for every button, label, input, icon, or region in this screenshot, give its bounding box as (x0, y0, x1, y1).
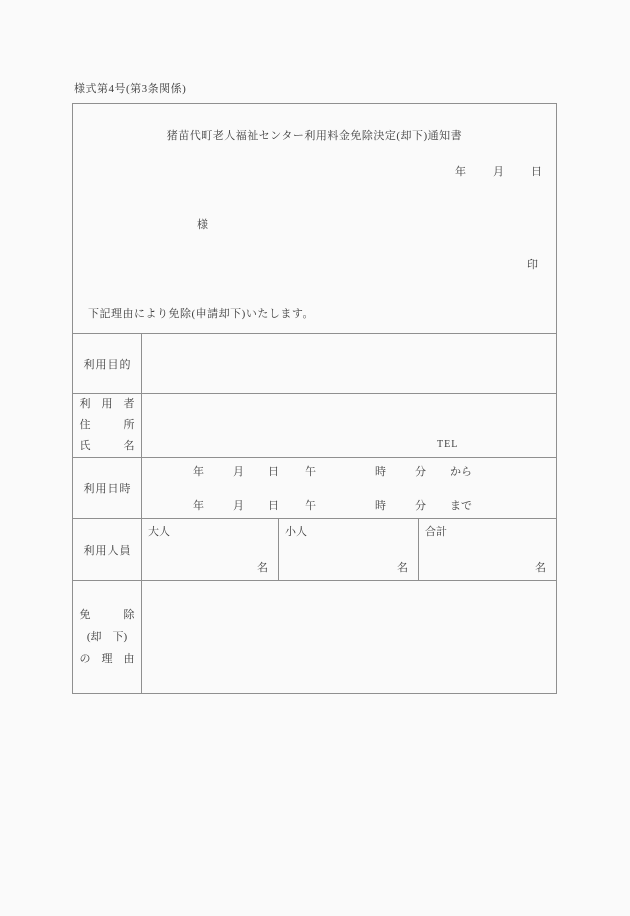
to-minute-label: 分 (415, 500, 426, 512)
total-unit-label: 名 (535, 562, 546, 574)
to-hour-label: 時 (375, 500, 386, 512)
adult-header: 大人 (148, 526, 170, 538)
purpose-label: 利用目的 (73, 334, 142, 393)
child-header: 小人 (285, 526, 307, 538)
user-label-line2: 住 所 (79, 419, 135, 431)
user-label-line3: 氏 名 (79, 440, 135, 452)
to-month-label: 月 (233, 500, 244, 512)
user-label (73, 394, 142, 457)
issue-date-month-label: 月 (493, 166, 504, 178)
row-purpose (73, 333, 556, 393)
user-field (142, 394, 556, 457)
people-cell-child (278, 519, 418, 580)
to-ampm-label: 午 (305, 500, 316, 512)
datetime-to-line (142, 498, 556, 514)
from-suffix-label: から (450, 466, 472, 478)
issue-date-year-label: 年 (455, 166, 466, 178)
notice-form (72, 103, 557, 694)
reason-label (73, 581, 142, 693)
adult-unit-label: 名 (257, 562, 268, 574)
datetime-field (142, 458, 556, 518)
people-label: 利用人員 (73, 519, 142, 580)
total-header: 合計 (425, 526, 447, 538)
row-people (73, 518, 556, 580)
to-year-label: 年 (193, 500, 204, 512)
child-unit-label: 名 (397, 562, 408, 574)
form-header-section (73, 104, 556, 333)
people-field (142, 519, 556, 580)
from-minute-label: 分 (415, 466, 426, 478)
row-datetime (73, 457, 556, 518)
row-user (73, 393, 556, 457)
people-cell-adult (142, 519, 278, 580)
tel-label: TEL (437, 439, 459, 450)
from-hour-label: 時 (375, 466, 386, 478)
reason-label-line2: (却 下) (86, 631, 128, 643)
user-label-line1: 利 用 者 (79, 398, 135, 410)
form-number-label: 様式第4号(第3条関係) (74, 83, 187, 95)
from-ampm-label: 午 (305, 466, 316, 478)
row-reason (73, 580, 556, 693)
from-year-label: 年 (193, 466, 204, 478)
to-day-label: 日 (268, 500, 279, 512)
datetime-from-line (142, 464, 556, 480)
reason-label-line1: 免 除 (79, 609, 135, 621)
issue-date-day-label: 日 (531, 166, 542, 178)
datetime-label: 利用日時 (73, 458, 142, 518)
people-cell-total (418, 519, 556, 580)
purpose-field (142, 334, 556, 393)
addressee-suffix: 様 (197, 219, 208, 231)
reason-field (142, 581, 556, 693)
notice-statement: 下記理由により免除(申請却下)いたします。 (88, 308, 314, 320)
reason-label-line3: の 理 由 (79, 653, 135, 665)
from-month-label: 月 (233, 466, 244, 478)
seal-mark: 印 (527, 259, 538, 271)
to-suffix-label: まで (450, 500, 472, 512)
from-day-label: 日 (268, 466, 279, 478)
form-title: 猪苗代町老人福祉センター利用料金免除決定(却下)通知書 (166, 130, 463, 142)
